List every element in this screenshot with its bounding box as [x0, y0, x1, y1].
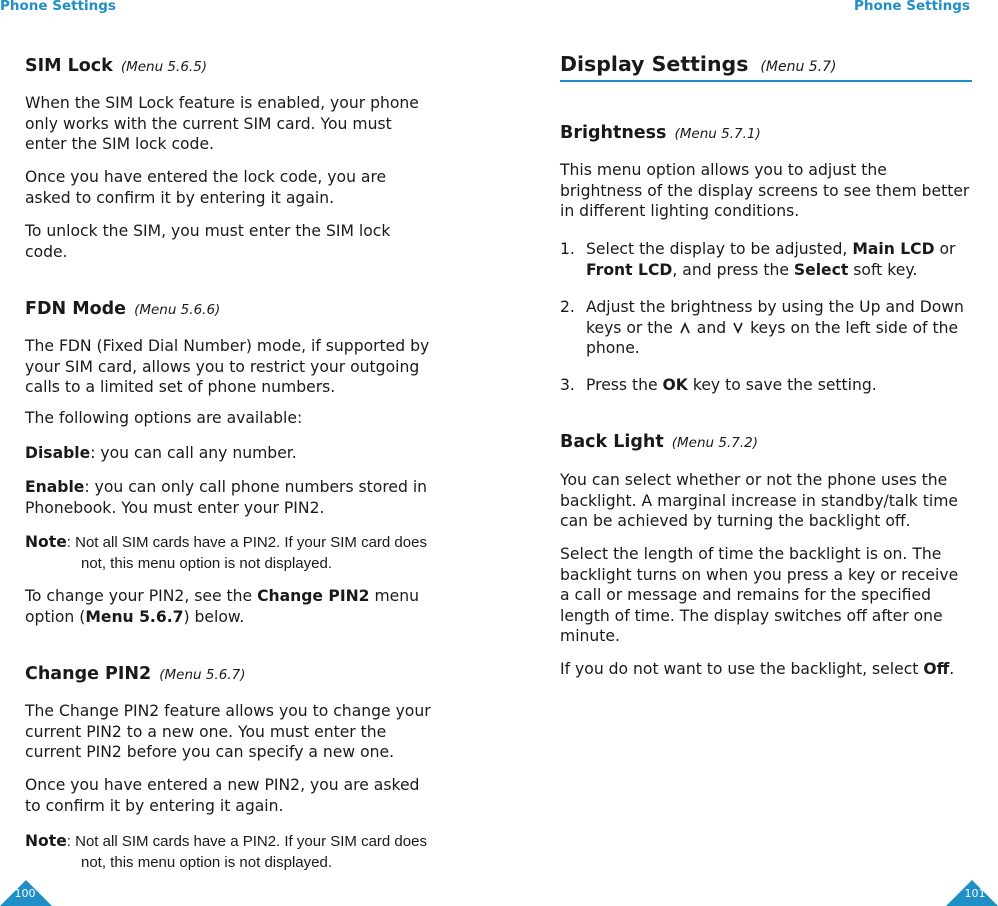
fdn-mode-menu-ref: (Menu 5.6.6)	[134, 302, 221, 318]
change-pin2-menu-ref: (Menu 5.6.7)	[159, 667, 246, 683]
running-header-right: Phone Settings	[854, 0, 970, 14]
fdn-note: Note: Not all SIM cards have a PIN2. If your SIM card does not, this menu option is not displayed.	[25, 533, 427, 572]
page-number-tab-left	[0, 880, 52, 906]
display-settings-heading: Display Settings (Menu 5.7)	[560, 52, 837, 76]
sim-lock-p1: When the SIM Lock feature is enabled, your phone only works with the current SIM card. You must enter the SIM lock code.	[25, 94, 419, 153]
fdn-mode-p2: The following options are available:	[25, 409, 303, 427]
sim-lock-heading: SIM Lock (Menu 5.6.5)	[25, 56, 208, 76]
back-light-p1: You can select whether or not the phone uses the backlight. A marginal increase in standby/talk time can be achieved by turning the backlight off.	[560, 471, 959, 530]
display-settings-menu-ref: (Menu 5.7)	[760, 59, 837, 75]
change-pin2-heading: Change PIN2 (Menu 5.6.7)	[25, 664, 246, 684]
brightness-menu-ref: (Menu 5.7.1)	[674, 126, 761, 142]
change-pin2-p2: Once you have entered a new PIN2, you are asked to confirm it by entering it again.	[25, 776, 420, 815]
change-pin2-note: Note: Not all SIM cards have a PIN2. If your SIM card does not, this menu option is not displayed.	[25, 832, 427, 871]
fdn-enable-option: Enable: you can only call phone numbers stored in Phonebook. You must enter your PIN2.	[25, 478, 428, 517]
page-number-left: 100	[14, 887, 36, 900]
back-light-menu-ref: (Menu 5.7.2)	[671, 435, 759, 451]
brightness-step-1: 1. Select the display to be adjusted, Main LCD or Front LCD, and press the Select soft key.	[560, 240, 956, 279]
sim-lock-p3: To unlock the SIM, you must enter the SIM lock code.	[25, 222, 391, 261]
fdn-disable-option: Disable: you can call any number.	[25, 444, 297, 462]
running-header-left: Phone Settings	[0, 0, 116, 14]
sim-lock-menu-ref: (Menu 5.6.5)	[120, 59, 208, 75]
brightness-step-2: 2. Adjust the brightness by using the Up and Down keys or the and keys on the left side of the phone.	[560, 298, 964, 357]
down-key-icon	[731, 321, 745, 335]
brightness-step-3: 3. Press the OK key to save the setting.	[560, 376, 877, 394]
back-light-p3: If you do not want to use the backlight, select Off.	[560, 660, 955, 678]
change-pin2-p1: The Change PIN2 feature allows you to change your current PIN2 to a new one. You must enter the current PIN2 before you can specify a new one.	[25, 702, 431, 761]
fdn-mode-heading: FDN Mode (Menu 5.6.6)	[25, 299, 221, 319]
brightness-heading: Brightness (Menu 5.7.1)	[560, 123, 761, 143]
back-light-p2: Select the length of time the backlight is on. The backlight turns on when you press a key or receive a call or message and remains for the specified length of time. The display switches off after one minute.	[560, 545, 959, 645]
up-key-icon	[678, 321, 692, 335]
page-number-tab-right	[946, 880, 998, 906]
section-rule	[560, 80, 972, 82]
back-light-heading: Back Light (Menu 5.7.2)	[560, 432, 759, 452]
page-number-right: 101	[964, 887, 986, 900]
sim-lock-p2: Once you have entered the lock code, you are asked to confirm it by entering it again.	[25, 168, 387, 207]
brightness-p1: This menu option allows you to adjust the brightness of the display screens to see them better in different lighting conditions.	[560, 161, 970, 220]
fdn-mode-p1: The FDN (Fixed Dial Number) mode, if supported by your SIM card, allows you to restrict your outgoing calls to a limited set of phone numbers.	[25, 337, 430, 396]
fdn-change-pin2-ref: To change your PIN2, see the Change PIN2 menu option (Menu 5.6.7) below.	[25, 587, 420, 626]
